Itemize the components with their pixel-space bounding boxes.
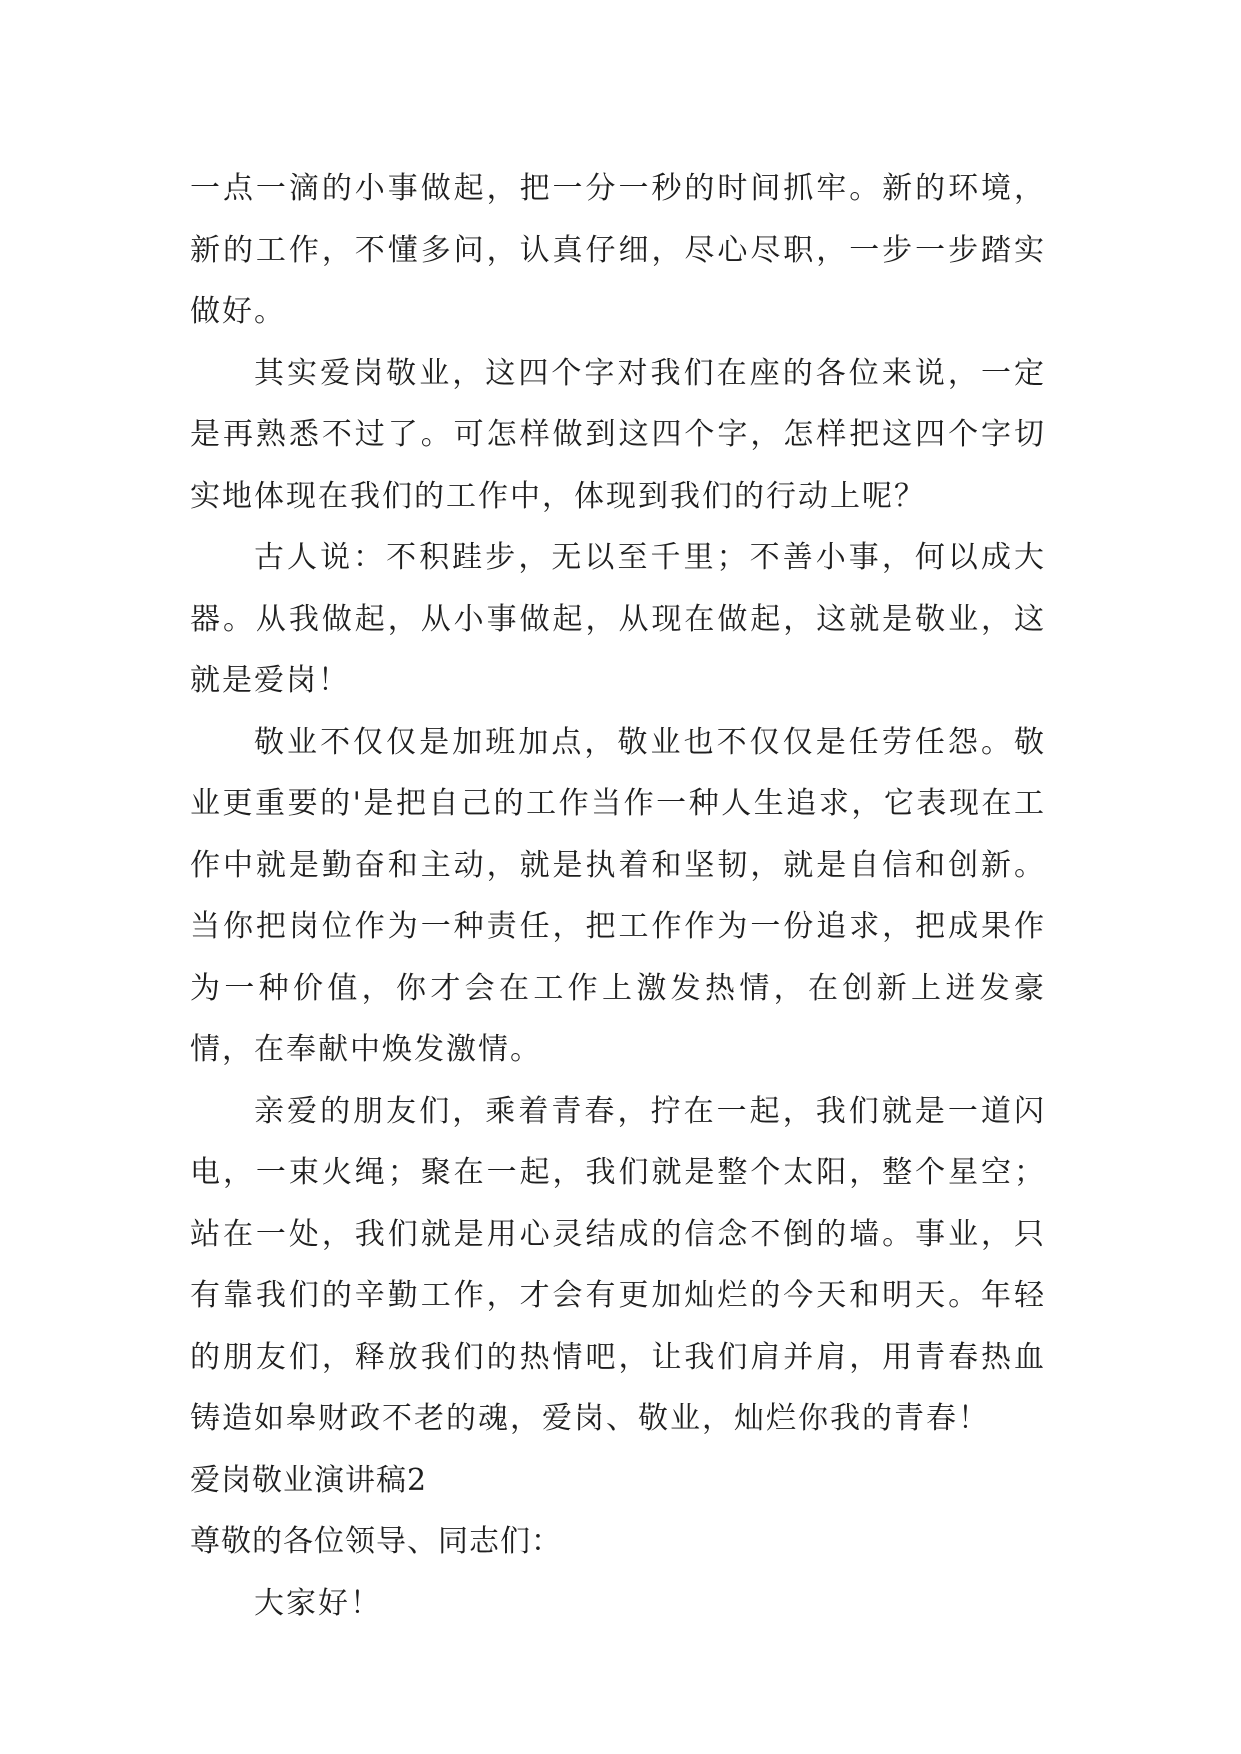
paragraph: 古人说：不积跬步，无以至千里；不善小事，何以成大器。从我做起，从小事做起，从现在做起，这就是敬业，这就是爱岗！ [190,540,1046,698]
greeting: 大家好！ [254,1585,382,1621]
paragraph: 亲爱的朋友们，乘着青春，拧在一起，我们就是一道闪电，一束火绳；聚在一起，我们就是整个太阳，整个星空；站在一处，我们就是用心灵结成的信念不倒的墙。事业，只有靠我们的辛勤工作，才会有更加灿烂的今天和明天。年轻的朋友们，释放我们的热情吧，让我们肩并肩，用青春热血铸造如皋财政不老的魂，爱岗、敬业，灿烂你我的青春！ [190,1093,1046,1436]
document-body [190,158,1046,1634]
paragraph-continuation: 一点一滴的小事做起，把一分一秒的时间抓牢。新的环境，新的工作，不懂多问，认真仔细，尽心尽职，一步一步踏实做好。 [190,171,1046,329]
section-title: 爱岗敬业演讲稿2 [190,1462,428,1498]
paragraph: 其实爱岗敬业，这四个字对我们在座的各位来说，一定是再熟悉不过了。可怎样做到这四个字，怎样把这四个字切实地体现在我们的工作中，体现到我们的行动上呢？ [190,355,1046,514]
paragraph: 敬业不仅仅是加班加点，敬业也不仅仅是任劳任怨。敬业更重要的'是把自己的工作当作一种人生追求，它表现在工作中就是勤奋和主动，就是执着和坚韧，就是自信和创新。当你把岗位作为一种责任，把工作作为一份追求，把成果作为一种价值，你才会在工作上激发热情，在创新上迸发豪情，在奉献中焕发激情。 [190,724,1046,1067]
salutation: 尊敬的各位领导、同志们： [190,1524,562,1559]
